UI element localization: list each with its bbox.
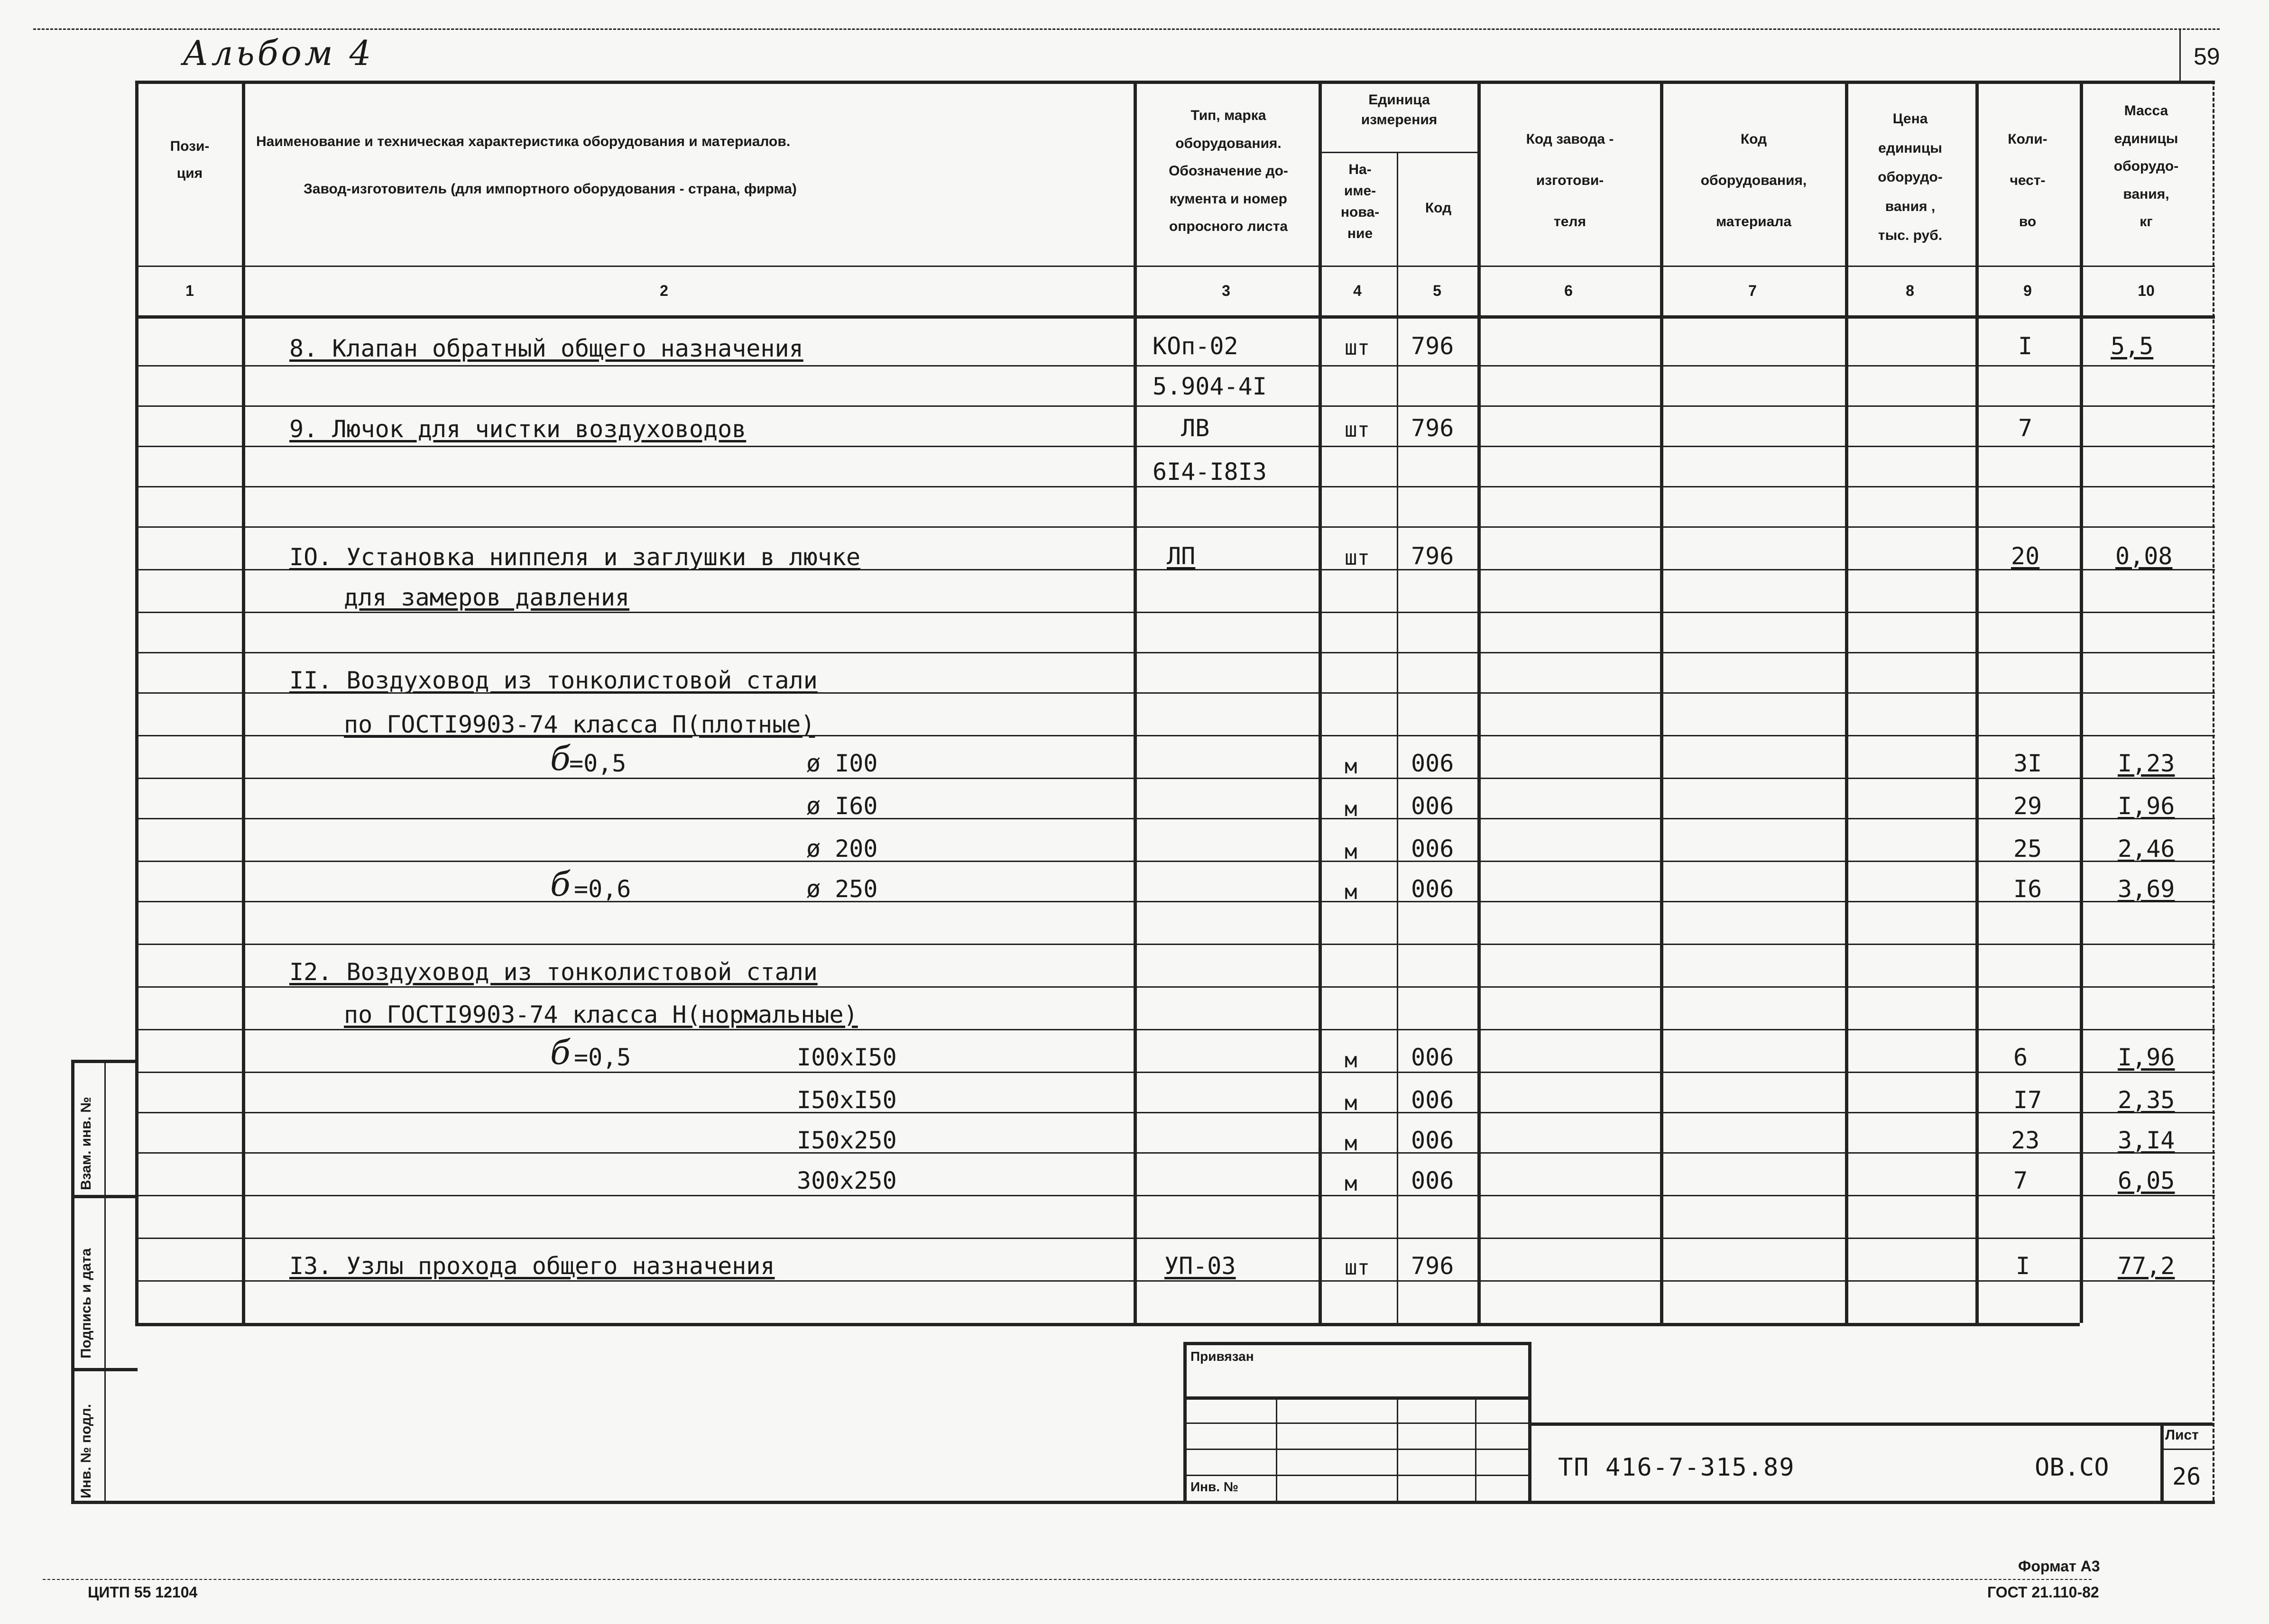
header-name: Наименование и техническая характеристика оборудования и материалов. (256, 134, 791, 149)
row-name: I3. Узлы прохода общего назначения (289, 1252, 775, 1280)
doc-code: ТП 416-7-315.89 (1558, 1453, 1795, 1482)
colnum-5: 5 (1433, 282, 1441, 299)
header-type: Тип, марка оборудования. Обозначение до- кумента и номер опросного листа (1169, 108, 1288, 234)
row-qty: 25 (2013, 835, 2042, 862)
attached-label: Привязан (1190, 1349, 1254, 1364)
row-size: ø I60 (806, 792, 878, 820)
side-label-sign: Подпись и дата (78, 1248, 94, 1358)
row-size: ø 250 (806, 875, 878, 903)
header-unit: Единица измерения (1361, 92, 1438, 128)
row-code: 796 (1411, 542, 1454, 570)
row-code: 796 (1411, 414, 1454, 442)
side-label-inv: Инв. № подл. (78, 1404, 94, 1498)
row-size: ø I00 (806, 750, 878, 777)
row-qty: 7 (2013, 1167, 2028, 1194)
row-mass: 77,2 (2118, 1252, 2175, 1280)
colnum-6: 6 (1564, 282, 1573, 299)
row-qty: I7 (2013, 1086, 2042, 1114)
row-unit: шт (1345, 418, 1370, 442)
sigma-symbol: б (550, 865, 571, 904)
row-mass: 2,46 (2118, 835, 2175, 862)
row-name: по ГОСТI9903-74 класса Н(нормальные) (344, 1001, 858, 1028)
row-qty: 23 (2011, 1127, 2040, 1154)
header-plant-code: Код завода - изготови- теля (1526, 131, 1614, 229)
row-name: I2. Воздуховод из тонколистовой стали (289, 958, 818, 986)
side-label-vzam: Взам. инв. № (78, 1097, 94, 1190)
row-code: 796 (1411, 332, 1454, 360)
header-qty: Коли- чест- во (2008, 131, 2048, 229)
header-price: Цена единицы оборудо- вания , тыс. руб. (1878, 111, 1943, 243)
row-mass: 6,05 (2118, 1167, 2175, 1194)
row-name: для замеров давления (344, 584, 630, 611)
row-qty: 6 (2013, 1044, 2028, 1071)
row-qty: 7 (2018, 414, 2033, 442)
inv-no-label: Инв. № (1190, 1479, 1239, 1494)
row-code: 006 (1411, 1167, 1454, 1194)
row-mass: 3,I4 (2118, 1127, 2175, 1154)
row-unit: м (1345, 1172, 1357, 1196)
row-name: =0,5 (569, 750, 627, 777)
row-code: 006 (1411, 1044, 1454, 1071)
row-code: 006 (1411, 1127, 1454, 1154)
row-code: 006 (1411, 835, 1454, 862)
row-name: 8. Клапан обратный общего назначения (289, 335, 803, 362)
row-name: IO. Установка ниппеля и заглушки в лючке (289, 543, 861, 571)
row-unit: шт (1345, 336, 1370, 360)
row-size: I50x250 (797, 1127, 897, 1154)
row-qty: 29 (2013, 792, 2042, 820)
header-unit-code: Код (1425, 200, 1452, 216)
colnum-2: 2 (660, 282, 668, 299)
row-size: 300x250 (797, 1167, 897, 1194)
row-unit: шт (1345, 546, 1370, 570)
row-code: 006 (1411, 1086, 1454, 1114)
colnum-9: 9 (2023, 282, 2032, 299)
row-mass: 3,69 (2118, 875, 2175, 903)
header-maker: Завод-изготовитель (для импортного оборудования - страна, фирма) (304, 181, 797, 197)
colnum-10: 10 (2138, 282, 2155, 299)
header-position: Пози- ция (170, 138, 210, 181)
row-unit: м (1345, 840, 1357, 864)
row-mass: 2,35 (2118, 1086, 2175, 1114)
row-type: 5.904-4I (1153, 373, 1267, 400)
row-mass: 0,08 (2115, 542, 2173, 570)
row-code: 006 (1411, 875, 1454, 903)
row-qty: I6 (2013, 875, 2042, 903)
row-code: 796 (1411, 1252, 1454, 1280)
row-type: УП-03 (1164, 1252, 1236, 1280)
album-label: Альбом 4 (183, 33, 374, 73)
row-code: 006 (1411, 750, 1454, 777)
sheet-number: 26 (2172, 1463, 2201, 1490)
row-unit: м (1345, 880, 1357, 904)
colnum-1: 1 (185, 282, 194, 299)
row-mass: I,96 (2118, 1044, 2175, 1071)
doc-suffix: ОВ.СО (2035, 1453, 2109, 1482)
row-unit: м (1345, 1048, 1357, 1073)
row-size: ø 200 (806, 835, 878, 862)
row-name: =0,5 (574, 1044, 631, 1071)
row-unit: м (1345, 1131, 1357, 1156)
row-size: I50xI50 (797, 1086, 897, 1114)
row-type: ЛП (1167, 542, 1196, 570)
header-unit-name: На- име- нова- ние (1340, 162, 1380, 241)
sigma-symbol: б (550, 1033, 571, 1072)
row-qty: I (2018, 332, 2033, 360)
row-name: 9. Лючок для чистки воздуховодов (289, 415, 747, 443)
row-unit: м (1345, 1091, 1357, 1115)
row-name: =0,6 (574, 875, 631, 903)
row-mass: I,96 (2118, 792, 2175, 820)
row-type: 6I4-I8I3 (1153, 458, 1267, 486)
row-type: ЛВ (1181, 414, 1210, 442)
row-unit: шт (1345, 1256, 1370, 1280)
footer-format: Формат А3 (2018, 1558, 2100, 1575)
colnum-3: 3 (1222, 282, 1230, 299)
header-mass: Масса единицы оборудо- вания, кг (2113, 103, 2179, 229)
row-unit: м (1345, 797, 1357, 821)
row-mass: 5,5 (2111, 332, 2154, 360)
header-equipment-code: Код оборудования, материала (1700, 131, 1807, 229)
footer-left: ЦИТП 55 12104 (88, 1584, 198, 1601)
row-qty: 3I (2013, 750, 2042, 777)
page-number: 59 (2194, 43, 2220, 70)
colnum-8: 8 (1906, 282, 1914, 299)
row-name: II. Воздуховод из тонколистовой стали (289, 667, 818, 694)
sheet-label: Лист (2165, 1427, 2199, 1443)
sigma-symbol: б (550, 739, 571, 778)
row-unit: м (1345, 754, 1357, 779)
row-code: 006 (1411, 792, 1454, 820)
colnum-4: 4 (1353, 282, 1362, 299)
colnum-7: 7 (1748, 282, 1757, 299)
row-type: КОп-02 (1153, 332, 1238, 360)
row-name: по ГОСТI9903-74 класса П(плотные) (344, 711, 815, 738)
row-mass: I,23 (2118, 750, 2175, 777)
footer-gost: ГОСТ 21.110-82 (1987, 1584, 2099, 1601)
row-qty: I (2016, 1252, 2030, 1280)
row-size: I00xI50 (797, 1044, 897, 1071)
row-qty: 20 (2011, 542, 2040, 570)
